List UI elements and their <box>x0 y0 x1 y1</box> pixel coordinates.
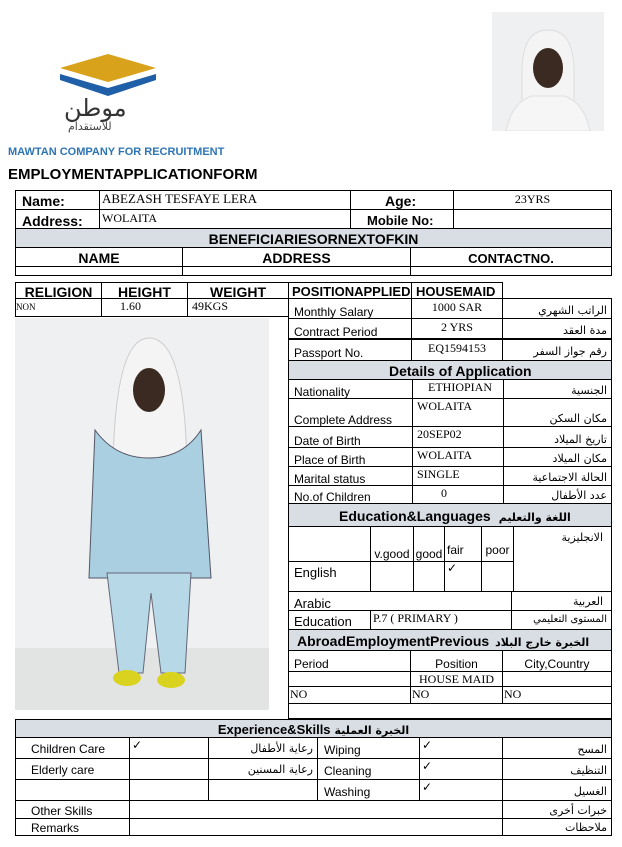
education-arabic-label: المستوى التعليمي <box>511 610 612 630</box>
beneficiary-name-field[interactable] <box>15 266 183 276</box>
detail-label-2: Date of Birth <box>288 426 413 448</box>
experience-title: Experience&Skills <box>217 722 331 737</box>
detail-label-0: Nationality <box>288 379 413 399</box>
skill-right-arabic-0: المسح <box>502 737 612 759</box>
position-applied-label: POSITIONAPPLIED <box>288 282 412 299</box>
name-field[interactable]: ABEZASH TESFAYE LERA <box>99 190 351 210</box>
job-value-1[interactable]: 2 YRS <box>411 318 503 339</box>
form-title: EMPLOYMENTAPPLICATIONFORM <box>8 166 258 183</box>
weight-label: WEIGHT <box>187 282 289 299</box>
company-logo <box>50 50 180 133</box>
weight-field[interactable]: 49KGS <box>187 298 289 317</box>
abroad-position-value[interactable]: HOUSE MAID <box>410 671 503 687</box>
beneficiary-address-field[interactable] <box>182 266 411 276</box>
height-field[interactable]: 1.60 <box>101 298 188 317</box>
abroad-header <box>288 629 612 651</box>
detail-value-4[interactable]: SINGLE <box>412 466 504 486</box>
applicant-full-body-photo <box>15 318 269 710</box>
skill-mark-1[interactable] <box>129 758 209 780</box>
job-label-2: Passport No. <box>288 339 412 361</box>
skill-label-0: Children Care <box>15 737 130 759</box>
detail-arabic-4: الحالة الاجتماعية <box>503 466 612 486</box>
skill-blank-c[interactable] <box>208 779 318 801</box>
detail-value-0[interactable]: ETHIOPIAN <box>412 379 504 399</box>
detail-value-5[interactable]: 0 <box>412 485 504 504</box>
skill-right-label-2: Washing <box>317 779 420 801</box>
detail-arabic-1: مكان السكن <box>503 398 612 427</box>
remarks-arabic: ملاحظات <box>502 818 612 836</box>
detail-arabic-2: تاريخ الميلاد <box>503 426 612 448</box>
religion-label: RELIGION <box>15 282 102 299</box>
beneficiary-name-col: NAME <box>15 247 183 267</box>
education-field[interactable]: P.7 ( PRIMARY ) <box>370 610 512 630</box>
age-label: Age: <box>350 190 454 210</box>
other-skills-label: Other Skills <box>15 800 130 819</box>
detail-label-5: No.of Children <box>288 485 413 504</box>
job-value-2[interactable]: EQ1594153 <box>411 339 503 361</box>
lang-col-good: good <box>413 526 445 562</box>
age-field[interactable]: 23YRS <box>453 190 612 210</box>
education-header <box>288 503 612 527</box>
detail-label-1: Complete Address <box>288 398 413 427</box>
detail-arabic-5: عدد الأطفال <box>503 485 612 504</box>
detail-value-1[interactable]: WOLAITA <box>412 398 504 427</box>
job-value-0[interactable]: 1000 SAR <box>411 298 503 319</box>
detail-arabic-3: مكان الميلاد <box>503 447 612 467</box>
detail-value-2[interactable]: 20SEP02 <box>412 426 504 448</box>
logo-arabic-main: موطن <box>64 94 127 122</box>
details-header: Details of Application <box>288 360 612 380</box>
remarks-label: Remarks <box>15 818 130 836</box>
skill-label-1: Elderly care <box>15 758 130 780</box>
english-vgood[interactable] <box>370 561 414 592</box>
education-label: Education <box>288 610 371 630</box>
skill-arabic-1: رعاية المسنين <box>208 758 318 780</box>
mobile-label: Mobile No: <box>350 209 454 229</box>
job-label-0: Monthly Salary <box>288 298 412 319</box>
lang-col-fair: fair <box>444 526 482 562</box>
skill-blank-b[interactable] <box>129 779 209 801</box>
address-label: Address: <box>15 209 100 229</box>
name-label: Name: <box>15 190 100 210</box>
detail-label-3: Place of Birth <box>288 447 413 467</box>
remarks-field[interactable] <box>129 818 503 836</box>
detail-value-3[interactable]: WOLAITA <box>412 447 504 467</box>
abroad-title: AbroadEmploymentPrevious <box>297 633 490 649</box>
job-arabic-2: رقم جواز السفر <box>502 339 612 361</box>
arabic-arabic-label: العربية <box>511 591 612 611</box>
english-fair-checkmark[interactable]: ✓ <box>444 561 482 592</box>
logo-arabic-sub: للاستقدام <box>68 120 112 133</box>
abroad-city-blank[interactable] <box>502 671 612 687</box>
english-label: English <box>288 561 371 592</box>
skill-right-mark-0[interactable]: ✓ <box>419 737 503 759</box>
abroad-city-value[interactable]: NO <box>502 686 612 704</box>
skill-arabic-0: رعاية الأطفال <box>208 737 318 759</box>
beneficiary-contact-col: CONTACTNO. <box>410 247 612 267</box>
experience-header <box>15 719 612 738</box>
skill-blank-a[interactable] <box>15 779 130 801</box>
english-arabic-label: الانجليزية <box>513 526 612 592</box>
skill-right-label-0: Wiping <box>317 737 420 759</box>
other-skills-field[interactable] <box>129 800 503 819</box>
religion-field[interactable]: NON <box>15 298 102 317</box>
education-title: Education&Languages <box>339 508 491 524</box>
abroad-city-col: City,Country <box>502 650 612 672</box>
abroad-position-value-2[interactable]: NO <box>410 686 503 704</box>
skill-mark-0[interactable]: ✓ <box>129 737 209 759</box>
abroad-title-arabic: الخبرة خارج البلاد <box>495 636 590 649</box>
skill-right-arabic-2: الغسيل <box>502 779 612 801</box>
abroad-period-col: Period <box>288 650 411 672</box>
detail-label-4: Marital status <box>288 466 413 486</box>
english-good[interactable] <box>413 561 445 592</box>
address-field[interactable]: WOLAITA <box>99 209 351 229</box>
lang-col-vgood: v.good <box>370 526 414 562</box>
skill-right-mark-1[interactable]: ✓ <box>419 758 503 780</box>
job-arabic-0: الراتب الشهري <box>502 298 612 319</box>
education-title-arabic: اللغة والتعليم <box>498 511 571 524</box>
abroad-period-blank[interactable] <box>288 671 411 687</box>
lang-col-poor: poor <box>481 526 514 562</box>
beneficiary-address-col: ADDRESS <box>182 247 411 267</box>
skill-right-label-1: Cleaning <box>317 758 420 780</box>
detail-arabic-0: الجنسية <box>503 379 612 399</box>
mobile-field[interactable] <box>453 209 612 229</box>
abroad-position-col: Position <box>410 650 503 672</box>
other-skills-arabic: خبرات أخرى <box>502 800 612 819</box>
position-applied-value[interactable]: HOUSEMAID <box>411 282 503 299</box>
skill-right-mark-2[interactable]: ✓ <box>419 779 503 801</box>
job-arabic-1: مدة العقد <box>502 318 612 339</box>
job-label-1: Contract Period <box>288 318 412 339</box>
english-poor[interactable] <box>481 561 514 592</box>
abroad-period-value[interactable]: NO <box>288 686 411 704</box>
experience-title-arabic: الخبرة العملية <box>334 724 410 737</box>
arabic-label: Arabic <box>288 591 512 611</box>
beneficiaries-header: BENEFICIARIESORNEXTOFKIN <box>15 228 612 248</box>
beneficiary-contact-field[interactable] <box>410 266 612 276</box>
skill-right-arabic-1: التنظيف <box>502 758 612 780</box>
company-name: MAWTAN COMPANY FOR RECRUITMENT <box>8 146 225 158</box>
height-label: HEIGHT <box>101 282 188 299</box>
applicant-portrait-photo <box>492 12 604 131</box>
abroad-blank-row[interactable] <box>288 703 612 719</box>
